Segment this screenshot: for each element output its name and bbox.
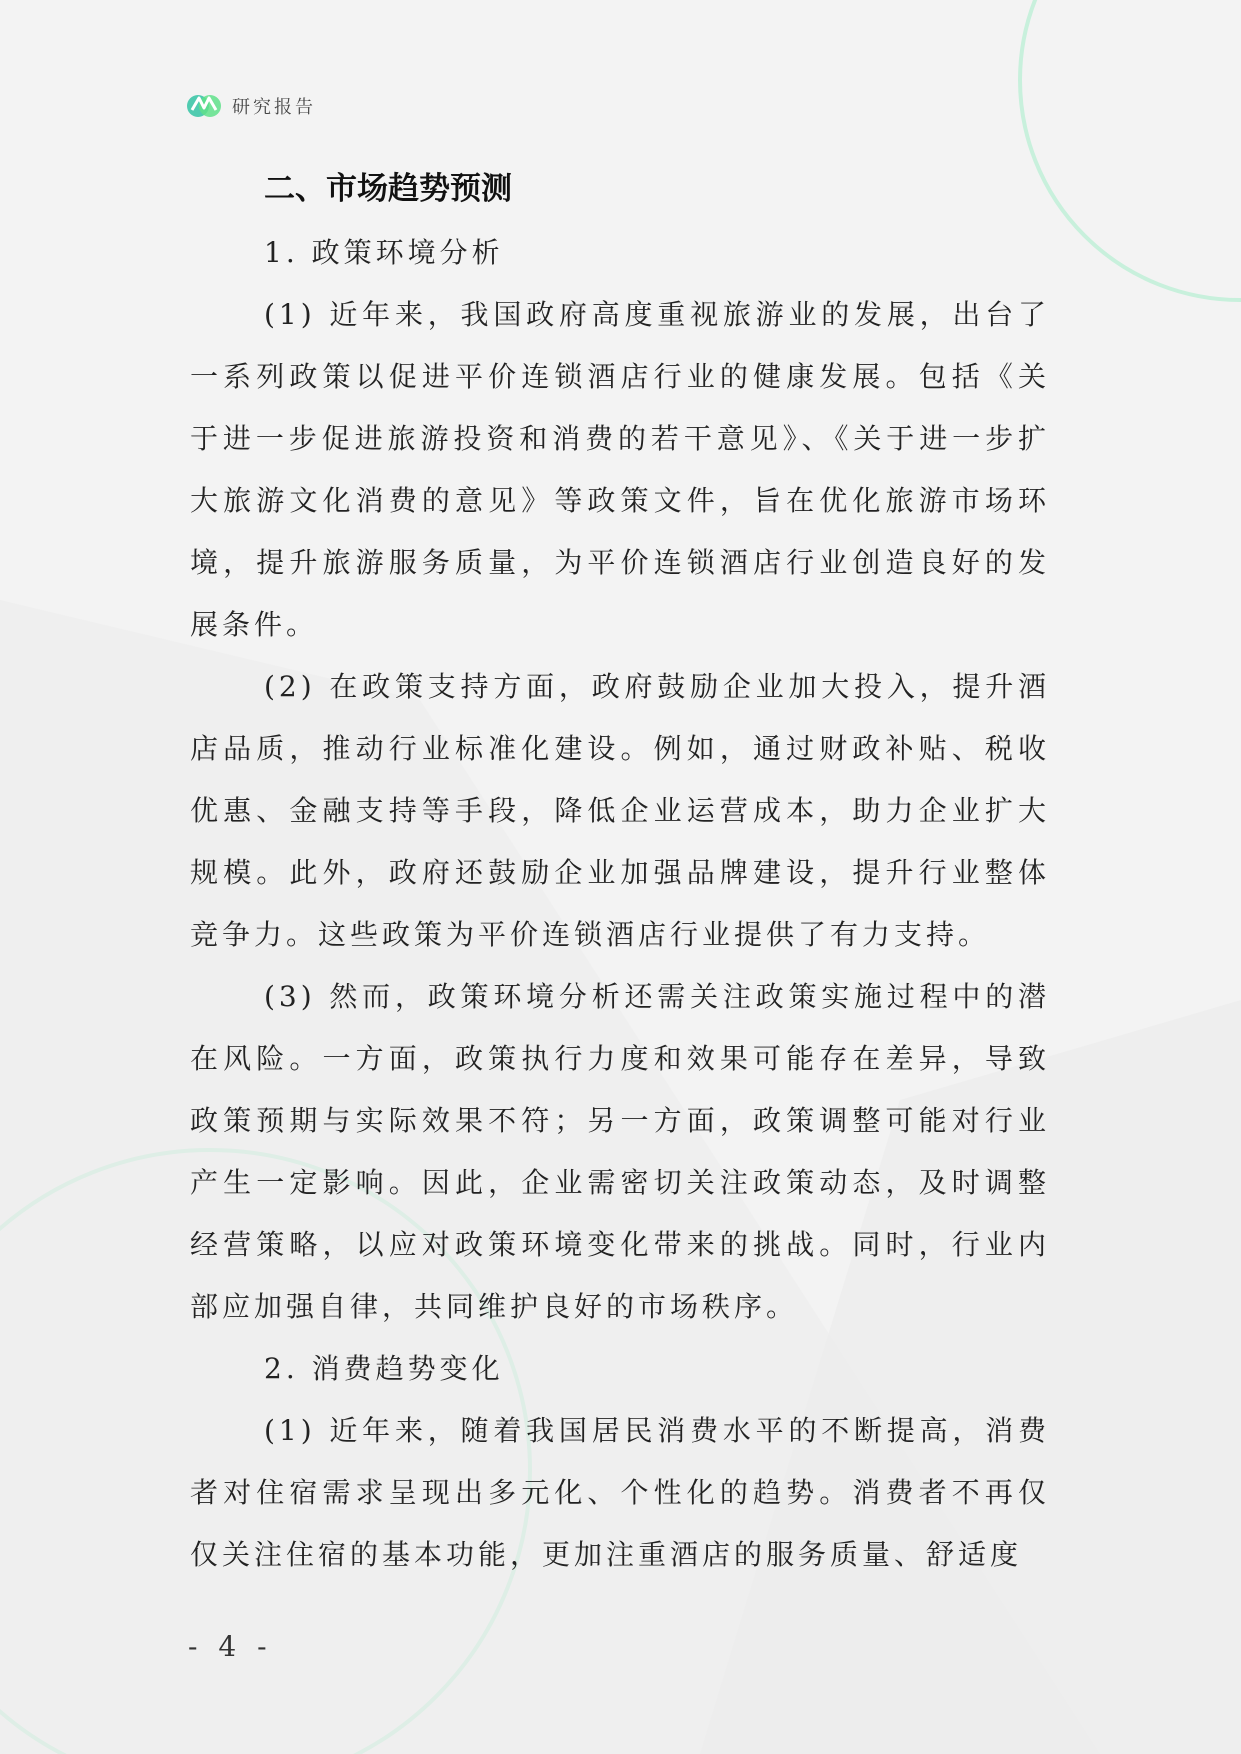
page-number: - 4 - bbox=[188, 1630, 273, 1663]
brand-logo-icon bbox=[186, 88, 222, 124]
subsection-title-policy: 1. 政策环境分析 bbox=[264, 236, 504, 269]
paragraph: (1) 近年来，我国政府高度重视旅游业的发展，出台了一系列政策以促进平价连锁酒店行业的健康发展。包括《关于进一步促进旅游投资和消费的若干意见》、《关于进一步扩大旅游文化消费的意见》等政策文件，旨在优化旅游市场环境，提升旅游服务质量，为平价连锁酒店行业创造良好的发展条件。 bbox=[190, 298, 1050, 641]
paragraph: (2) 在政策支持方面，政府鼓励企业加大投入，提升酒店品质，推动行业标准化建设。例如，通过财政补贴、税收优惠、金融支持等手段，降低企业运营成本，助力企业扩大规模。此外，政府还鼓励企业加强品牌建设，提升行业整体竞争力。这些政策为平价连锁酒店行业提供了有力支持。 bbox=[190, 670, 1050, 951]
report-header bbox=[186, 88, 316, 124]
document-body bbox=[190, 160, 1050, 1586]
paragraph: (1) 近年来，随着我国居民消费水平的不断提高，消费者对住宿需求呈现出多元化、个性化的趋势。消费者不再仅仅关注住宿的基本功能，更加注重酒店的服务质量、舒适度 bbox=[190, 1414, 1050, 1571]
subsection-title-consumption: 2. 消费趋势变化 bbox=[264, 1352, 504, 1385]
header-label: 研究报告 bbox=[232, 97, 316, 118]
paragraph: (3) 然而，政策环境分析还需关注政策实施过程中的潜在风险。一方面，政策执行力度和效果可能存在差异，导致政策预期与实际效果不符；另一方面，政策调整可能对行业产生一定影响。因此，企业需密切关注政策动态，及时调整经营策略，以应对政策环境变化带来的挑战。同时，行业内部应加强自律，共同维护良好的市场秩序。 bbox=[190, 980, 1050, 1323]
section-title: 二、市场趋势预测 bbox=[264, 171, 512, 207]
